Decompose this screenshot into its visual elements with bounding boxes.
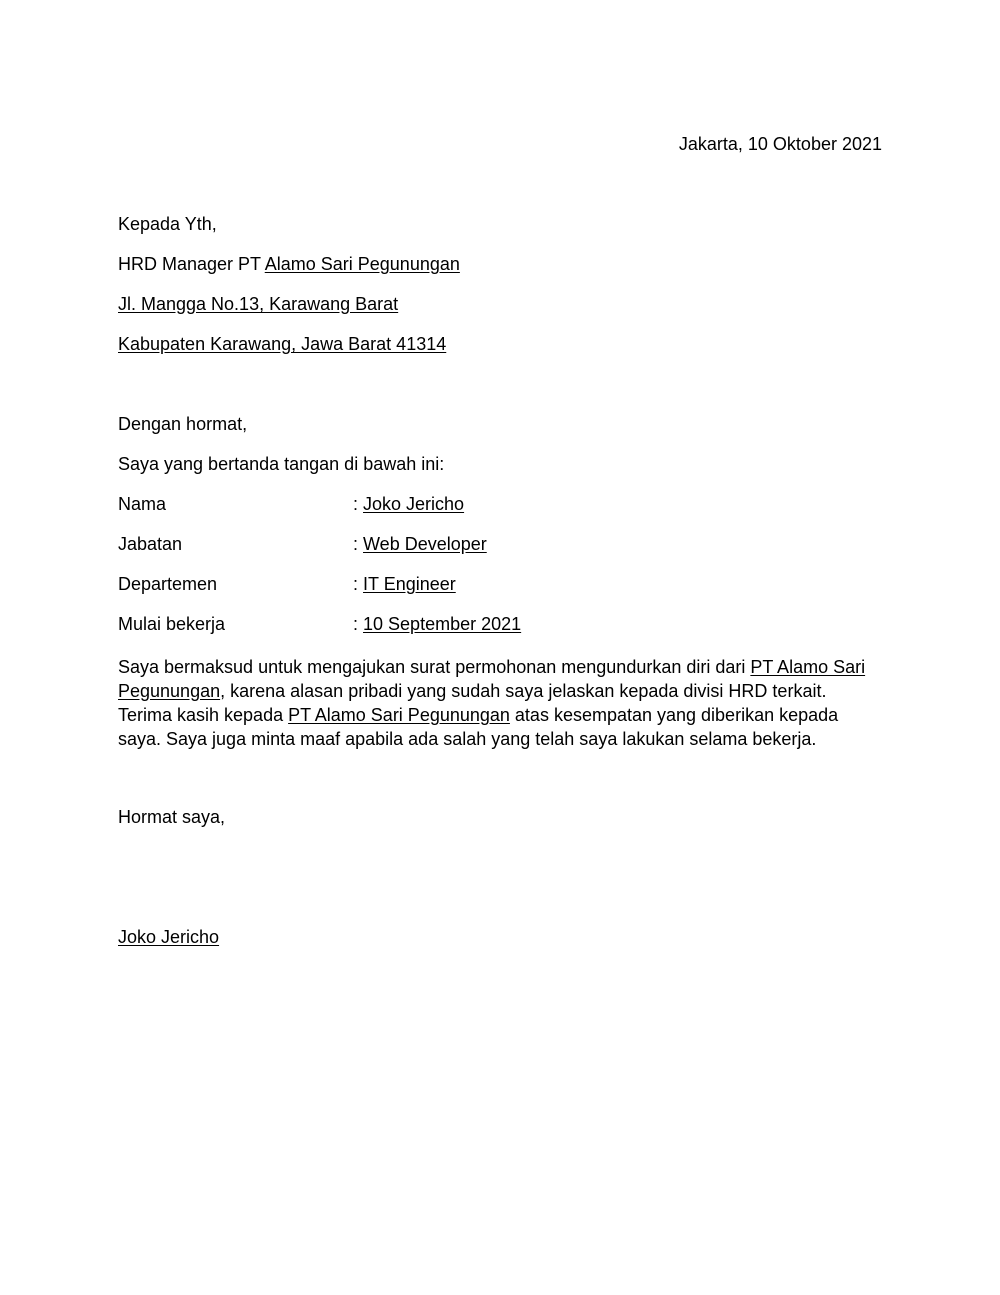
recipient-address-line1: Jl. Mangga No.13, Karawang Barat	[118, 294, 399, 314]
field-label: Mulai bekerja	[118, 614, 226, 634]
field-row-nama	[118, 493, 464, 515]
field-value: 10 September 2021	[363, 614, 522, 634]
field-value: Web Developer	[363, 534, 487, 554]
field-value: IT Engineer	[363, 574, 456, 594]
letter-date: Jakarta, 10 Oktober 2021	[678, 134, 882, 154]
field-label: Departemen	[118, 574, 218, 594]
field-row-jabatan	[118, 533, 487, 555]
intro-text: Saya yang bertanda tangan di bawah ini:	[118, 454, 445, 474]
field-label: Jabatan	[118, 534, 183, 554]
recipient-position: HRD Manager PT	[118, 254, 265, 274]
salutation-to: Kepada Yth,	[118, 214, 217, 234]
greeting: Dengan hormat,	[118, 414, 248, 434]
body-company-ref2: PT Alamo Sari Pegunungan	[288, 705, 510, 725]
body-text-part3: atas kesempatan yang diberikan kepada saya. Saya juga minta maaf apabila ada salah yang telah saya lakukan selama bekerja.	[118, 705, 839, 749]
field-separator: :	[353, 534, 364, 554]
field-row-mulai-bekerja	[118, 613, 521, 635]
signature-name: Joko Jericho	[118, 927, 220, 947]
recipient-line	[118, 253, 460, 275]
recipient-address-line2: Kabupaten Karawang, Jawa Barat 41314	[118, 334, 447, 354]
body-paragraph	[118, 655, 878, 751]
field-row-departemen	[118, 573, 456, 595]
recipient-company: Alamo Sari Pegunungan	[264, 254, 460, 274]
body-company-ref1: PT Alamo Sari Pegunungan	[118, 657, 866, 701]
field-value: Joko Jericho	[363, 494, 465, 514]
field-separator: :	[353, 614, 364, 634]
body-text-part2: , karena alasan pribadi yang sudah saya jelaskan kepada divisi HRD terkait. Terima kasih kepada	[118, 681, 827, 725]
field-separator: :	[353, 574, 364, 594]
body-text-part1: Saya bermaksud untuk mengajukan surat permohonan mengundurkan diri dari	[118, 657, 751, 677]
field-separator: :	[353, 494, 364, 514]
closing: Hormat saya,	[118, 807, 226, 827]
field-label: Nama	[118, 494, 167, 514]
